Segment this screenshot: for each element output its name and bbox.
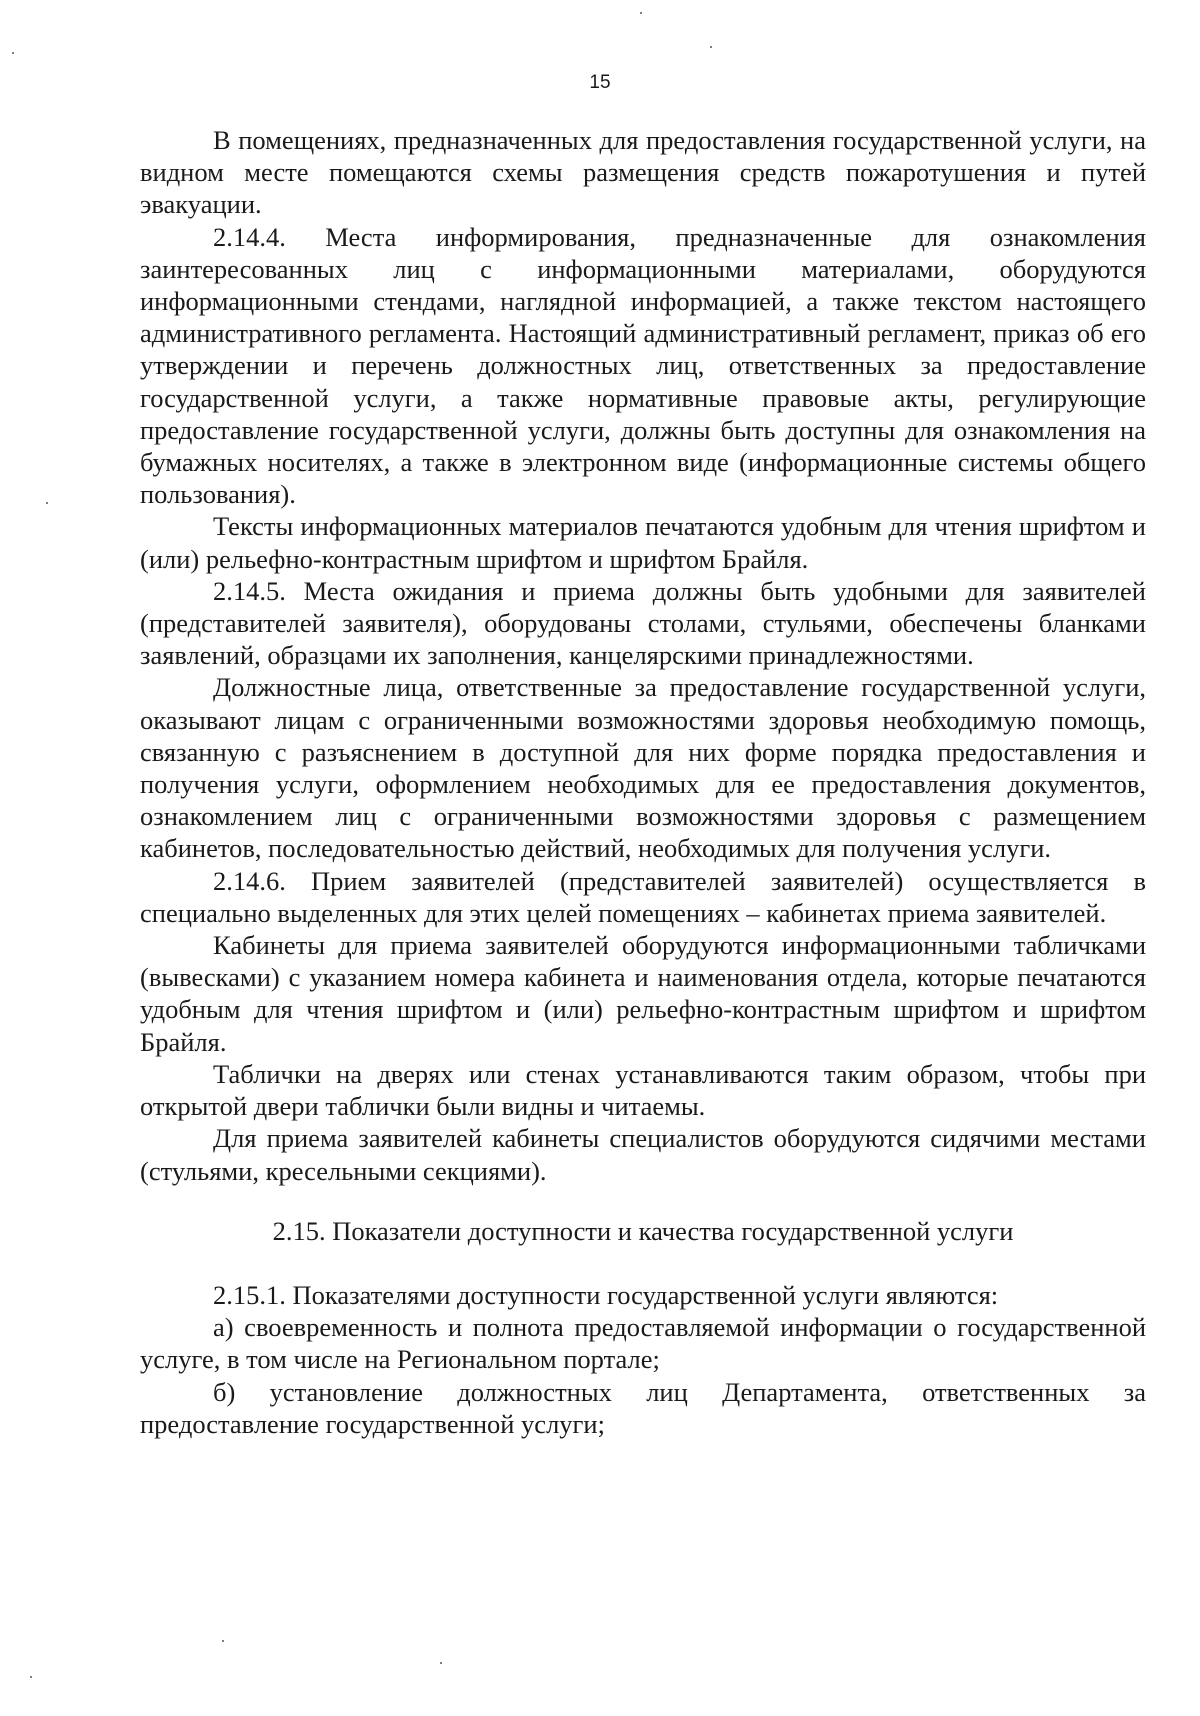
paragraph-2-14-5: 2.14.5. Места ожидания и приема должны быть удобными для заявителей (представителей заявителя), оборудованы столами, стульями, обеспечены бланками заявлений, образцами их заполнения, канцелярскими принадлежностями. [140, 575, 1146, 671]
paragraph-braille-texts: Тексты информационных материалов печатаются удобным для чтения шрифтом и (или) рельефно-контрастным шрифтом и шрифтом Брайля. [140, 511, 1146, 574]
list-item-a: а) своевременность и полнота предоставляемой информации о государственной услуге, в том числе на Региональном портале; [140, 1312, 1146, 1375]
scan-speck [46, 502, 48, 504]
paragraph-office-signs: Кабинеты для приема заявителей оборудуются информационными табличками (вывесками) с указанием номера кабинета и наименования отдела, которые печатаются удобным для чтения шрифтом и (или) рельефно-контрастным шрифтом и шрифтом Брайля. [140, 930, 1146, 1057]
scan-speck [30, 1676, 32, 1678]
document-body [140, 124, 1146, 1440]
list-item-b: б) установление должностных лиц Департамента, ответственных за предоставление государственной услуги; [140, 1376, 1146, 1439]
page-number: 15 [589, 72, 611, 93]
paragraph-2-15-1: 2.15.1. Показателями доступности государственной услуги являются: [213, 1279, 999, 1310]
paragraph-2-14-6: 2.14.6. Прием заявителей (представителей заявителей) осуществляется в специально выделенных для этих целей помещениях – кабинетах приема заявителей. [140, 865, 1146, 928]
scan-speck [12, 52, 14, 54]
scan-speck [710, 46, 712, 48]
section-heading-2-15: 2.15. Показатели доступности и качества государственной услуги [272, 1215, 1014, 1246]
paragraph-2-14-4: 2.14.4. Места информирования, предназначенные для ознакомления заинтересованных лиц с информационными материалами, оборудуются информационными стендами, наглядной информацией, а также текстом настоящего административного регламента. Настоящий административный регламент, приказ об его утверждении и перечень должностных лиц, ответственных за предоставление государственной услуги, а также нормативные правовые акты, регулирующие предоставление государственной услуги, должны быть доступны для ознакомления на бумажных носителях, а также в электронном виде (информационные системы общего пользования). [140, 221, 1146, 510]
scan-speck [222, 1640, 224, 1642]
paragraph-door-plates: Таблички на дверях или стенах устанавливаются таким образом, чтобы при открытой двери таблички были видны и читаемы. [140, 1058, 1146, 1122]
paragraph-seating: Для приема заявителей кабинеты специалистов оборудуются сидячими местами (стульями, кресельными секциями). [140, 1123, 1146, 1186]
scan-speck [640, 12, 642, 14]
paragraph-disability-assistance: Должностные лица, ответственные за предоставление государственной услуги, оказывают лицам с ограниченными возможностями здоровья необходимую помощь, связанную с разъяснением в доступной для них форме порядка предоставления и получения услуги, оформлением необходимых для ее предоставления документов, ознакомлением лиц с ограниченными возможностями здоровья с размещением кабинетов, последовательностью действий, необходимых для получения услуги. [140, 672, 1146, 864]
scan-speck [440, 1662, 442, 1664]
paragraph-evacuation-schemes: В помещениях, предназначенных для предоставления государственной услуги, на видном месте помещаются схемы размещения средств пожаротушения и путей эвакуации. [140, 125, 1146, 220]
